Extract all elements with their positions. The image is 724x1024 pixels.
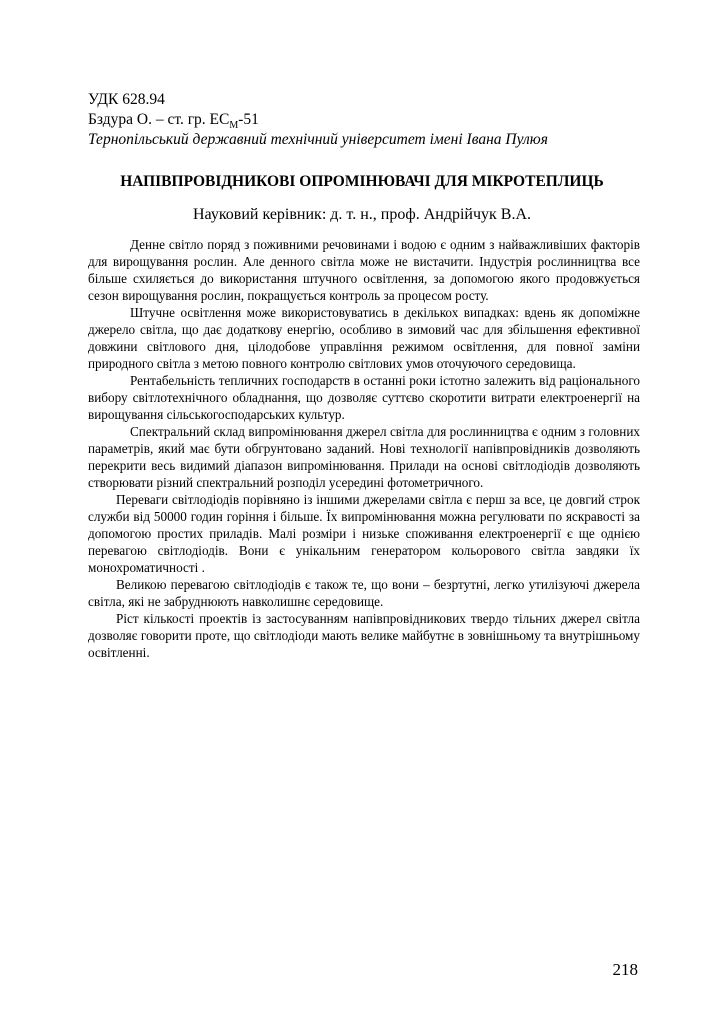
affiliation: Тернопільський державний технічний університет імені Івана Пулюя xyxy=(88,131,548,148)
paragraph: Великою перевагою світлодіодів є також те, що вони – безртутні, легко утилізуючі джерела світла, які не забруднюють навколишнє середовище. xyxy=(88,577,640,609)
udk-code: УДК 628.94 xyxy=(88,91,165,108)
group-number: -51 xyxy=(238,111,259,128)
paragraph: Спектральний склад випромінювання джерел світла для рослинництва є одним з головних параметрів, який має бути обгрунтовано заданий. Нові технології напівпровідників дозволяють перекрити весь видимий діапазон випромінювання. Прилади на основі світлодіодів дозволяють створювати різний спектральний розподіл усередині фотометричного. xyxy=(88,424,640,490)
article-title: НАПІВПРОВІДНИКОВІ ОПРОМІНЮВАЧІ ДЛЯ МІКРОТЕПЛИЦЬ xyxy=(120,173,604,190)
paragraph: Рентабельність тепличних господарств в останні роки істотно залежить від раціонального вибору світлотехнічного обладнання, що дозволяє суттєво скоротити витрати електроенергії на вирощування сільськогосподарських культур. xyxy=(88,373,640,422)
scientific-supervisor: Науковий керівник: д. т. н., проф. Андрійчук В.А. xyxy=(192,206,532,223)
group-subscript: М xyxy=(229,120,239,132)
page-number: 218 xyxy=(612,960,638,979)
author-name-group: Бздура О. – ст. гр. ЕС xyxy=(88,111,230,128)
paragraph: Переваги світлодіодів порівняно із іншими джерелами світла є перш за все, це довгий строк служби від 50000 годин горіння і більше. Їх випромінювання можна регулювати по яскравості за допомогою простих приладів. Малі розміри і низьке споживання електроенергії є ще однією перевагою світлодіодів. Вони є унікальним генератором кольорового світла завдяки їх монохроматичності . xyxy=(88,492,640,575)
paragraph: Ріст кількості проектів із застосуванням напівпровідникових твердо тільних джерел світла дозволяє говорити проте, що світлодіоди мають велике майбутнє в зовнішньому та внутрішньому освітленні. xyxy=(88,611,640,660)
article-body xyxy=(88,236,640,661)
paragraph: Денне світло поряд з поживними речовинами і водою є одним з найважливіших факторів для вирощування рослин. Але денного світла може не вистачити. Індустрія рослинництва все більше схиляється до використання штучного освітлення, за допомогою якого продовжується сезон вирощування рослин, покращується контроль за процесом росту. xyxy=(88,237,640,303)
paragraph: Штучне освітлення може використовуватись в декількох випадках: вдень як допоміжне джерело світла, що дає додаткову енергію, особливо в зимовий час для збільшення ефективної довжини світлового дня, цілодобове управління режимом освітлення, для повної заміни природного світла з метою повного контролю світлових умов оточуючого середовища. xyxy=(88,305,640,371)
